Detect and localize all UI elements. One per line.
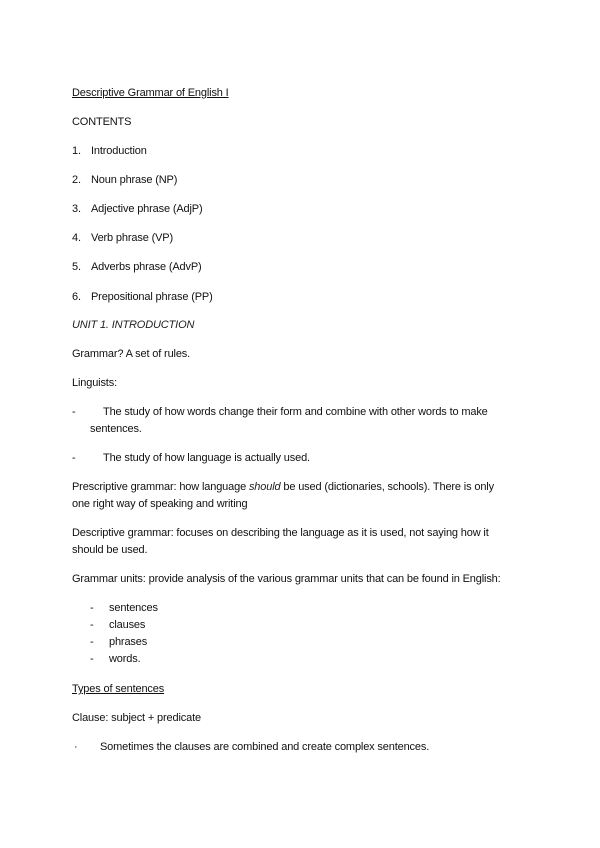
list-item-text: The study of how words change their form and combine with other words to make: [103, 406, 488, 418]
list-item-label: sentences: [109, 602, 158, 614]
list-item-text: Sometimes the clauses are combined and create complex sentences.: [100, 741, 430, 753]
prescriptive-text-before: Prescriptive grammar: how language: [72, 481, 249, 493]
document-title: Descriptive Grammar of English I: [72, 87, 229, 99]
contents-item-number: 6.: [72, 291, 81, 303]
contents-item-number: 3.: [72, 203, 81, 215]
contents-item-label: Adjective phrase (AdjP): [91, 203, 203, 215]
contents-item-number: 1.: [72, 145, 81, 157]
list-item-label: clauses: [109, 619, 146, 631]
contents-item-number: 2.: [72, 174, 81, 186]
types-heading: Types of sentences: [72, 683, 165, 695]
linguists-label: Linguists:: [72, 377, 117, 389]
contents-item-label: Adverbs phrase (AdvP): [91, 261, 202, 273]
bullet-dash: -: [90, 636, 94, 648]
bullet-dash: -: [90, 619, 94, 631]
list-item-label: phrases: [109, 636, 148, 648]
clause-definition: Clause: subject + predicate: [72, 712, 201, 724]
prescriptive-emphasis: should: [248, 481, 281, 493]
contents-heading: CONTENTS: [72, 116, 132, 128]
grammar-question: Grammar? A set of rules.: [72, 348, 191, 360]
prescriptive-line: [72, 479, 494, 496]
contents-item-label: Noun phrase (NP): [91, 174, 178, 186]
bullet-dot: ·: [74, 741, 78, 753]
bullet-dash: -: [72, 406, 76, 418]
list-item-text: The study of how language is actually used.: [103, 452, 310, 464]
contents-item-number: 4.: [72, 232, 81, 244]
bullet-dash: -: [90, 653, 94, 665]
list-item-label: words.: [109, 653, 141, 665]
descriptive-line-1: Descriptive grammar: focuses on describing the language as it is used, not saying how it: [72, 527, 489, 539]
contents-item-label: Prepositional phrase (PP): [91, 291, 213, 303]
bullet-dash: -: [90, 602, 94, 614]
grammar-units-intro: Grammar units: provide analysis of the various grammar units that can be found in English:: [72, 573, 501, 585]
contents-item-label: Verb phrase (VP): [91, 232, 173, 244]
bullet-dash: -: [72, 452, 76, 464]
unit-heading: UNIT 1. INTRODUCTION: [72, 319, 195, 331]
prescriptive-line-2: one right way of speaking and writing: [72, 498, 248, 510]
list-item-continuation: sentences.: [90, 423, 142, 435]
prescriptive-text-after: be used (dictionaries, schools). There is only: [280, 481, 494, 493]
descriptive-line-2: should be used.: [72, 544, 148, 556]
contents-item-label: Introduction: [91, 145, 147, 157]
contents-item-number: 5.: [72, 261, 81, 273]
